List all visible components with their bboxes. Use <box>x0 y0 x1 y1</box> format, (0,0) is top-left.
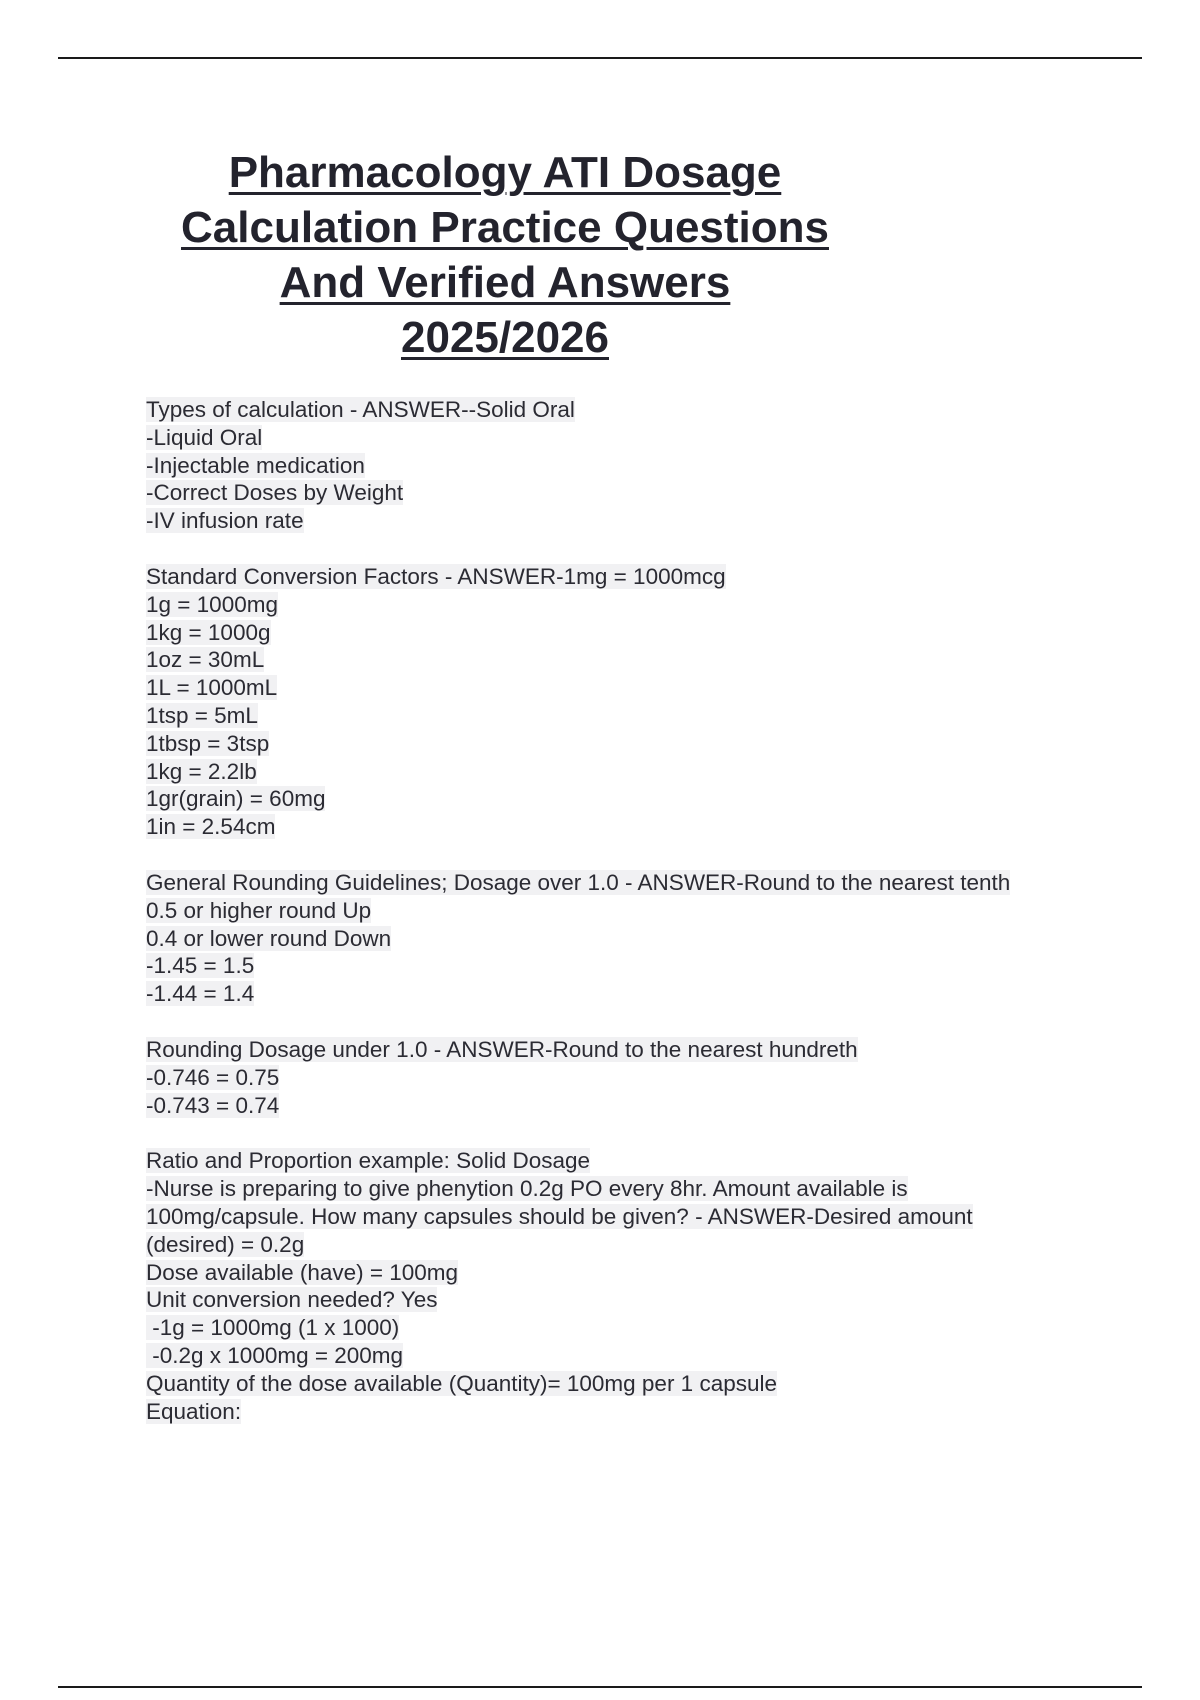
text-line: Standard Conversion Factors - ANSWER-1mg = 1000mcg <box>146 563 726 589</box>
document-body <box>146 396 1126 1453</box>
section-ratio-proportion <box>146 1147 1126 1425</box>
text-line: 100mg/capsule. How many capsules should be given? - ANSWER-Desired amount <box>146 1203 973 1229</box>
text-line: -Nurse is preparing to give phenytion 0.2g PO every 8hr. Amount available is <box>146 1176 908 1202</box>
text-line: -Liquid Oral <box>146 424 263 450</box>
title-line: Pharmacology ATI Dosage <box>228 148 782 197</box>
text-line: 1gr(grain) = 60mg <box>146 786 326 812</box>
text-line: 1oz = 30mL <box>146 647 265 673</box>
text-line: 1L = 1000mL <box>146 675 278 701</box>
text-line: -0.743 = 0.74 <box>146 1092 280 1118</box>
text-line: -1.44 = 1.4 <box>146 981 255 1007</box>
section-rounding-over-one <box>146 869 1126 1008</box>
text-line: -Correct Doses by Weight <box>146 480 404 506</box>
text-line: -1.45 = 1.5 <box>146 953 255 979</box>
text-line: Unit conversion needed? Yes <box>146 1287 438 1313</box>
text-line: -0.2g x 1000mg = 200mg <box>146 1342 404 1368</box>
text-line: Dose available (have) = 100mg <box>146 1259 459 1285</box>
text-line: -1g = 1000mg (1 x 1000) <box>146 1315 400 1341</box>
section-types-of-calculation <box>146 396 1126 535</box>
text-line: 1kg = 2.2lb <box>146 758 257 784</box>
top-rule <box>58 57 1142 59</box>
document-title <box>146 145 864 365</box>
text-line: Types of calculation - ANSWER--Solid Oral <box>146 397 575 422</box>
text-line: (desired) = 0.2g <box>146 1231 305 1257</box>
title-line: Calculation Practice Questions <box>181 203 829 252</box>
section-rounding-under-one <box>146 1036 1126 1119</box>
text-line: Quantity of the dose available (Quantity)= 100mg per 1 capsule <box>146 1370 777 1396</box>
text-line: 1tsp = 5mL <box>146 702 258 728</box>
text-line: -IV infusion rate <box>146 508 304 534</box>
text-line: -0.746 = 0.75 <box>146 1064 280 1090</box>
text-line: 0.5 or higher round Up <box>146 897 372 923</box>
text-line: 0.4 or lower round Down <box>146 925 392 951</box>
title-line: And Verified Answers <box>279 258 731 307</box>
text-line: Ratio and Proportion example: Solid Dosage <box>146 1148 591 1174</box>
title-line: 2025/2026 <box>401 313 609 362</box>
text-line: 1tbsp = 3tsp <box>146 730 270 756</box>
text-line: 1kg = 1000g <box>146 619 271 645</box>
section-conversion-factors <box>146 563 1126 841</box>
text-line: 1in = 2.54cm <box>146 814 276 840</box>
text-line: Rounding Dosage under 1.0 - ANSWER-Round to the nearest hundreth <box>146 1036 858 1062</box>
text-line: -Injectable medication <box>146 452 365 478</box>
text-line: General Rounding Guidelines; Dosage over 1.0 - ANSWER-Round to the nearest tenth <box>146 869 1011 895</box>
text-line: Equation: <box>146 1398 242 1424</box>
text-line: 1g = 1000mg <box>146 591 278 617</box>
bottom-rule <box>58 1686 1142 1688</box>
